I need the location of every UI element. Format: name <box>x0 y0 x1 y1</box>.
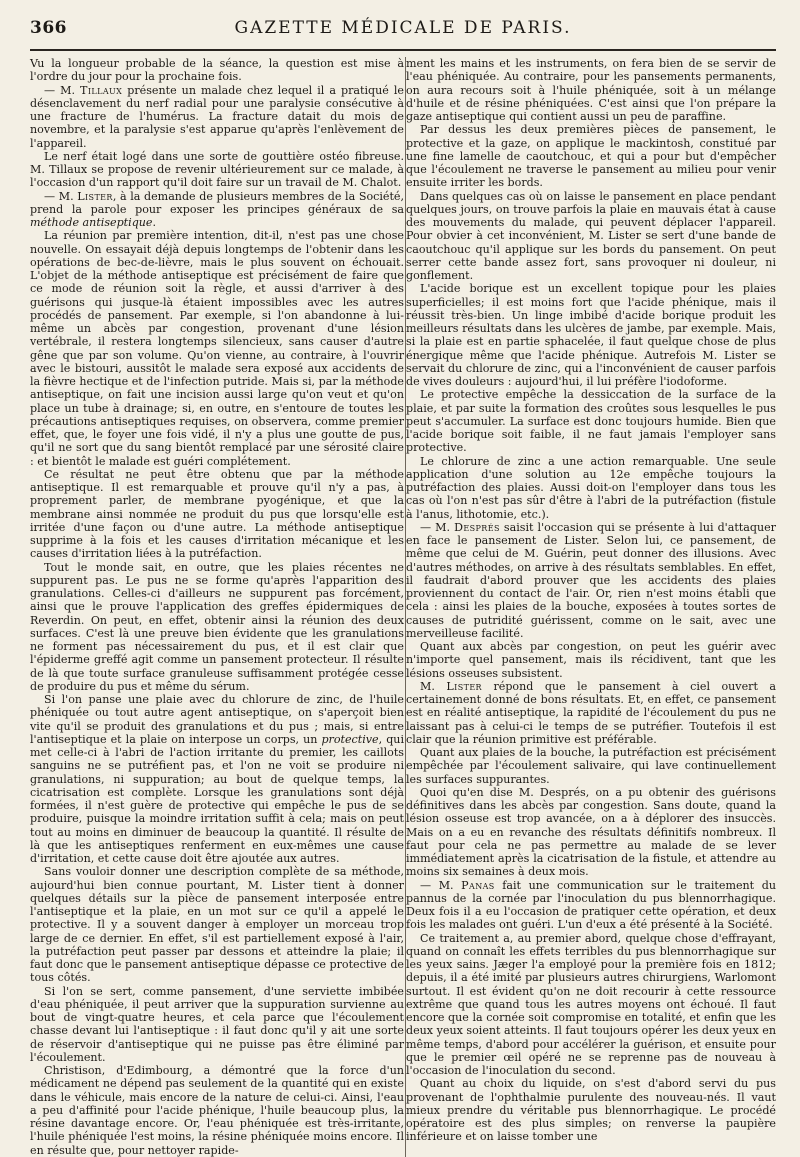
right-column <box>406 57 776 1157</box>
text-run: fait une communication sur le traitement du pannus de la cornée par l'inoculation du pus blennorrhagique. Deux fois il a eu l'occasion de pratiquer cette opération, et deux fois les malades ont guéri. L'un d'eux a été présenté à la Société. <box>406 878 776 932</box>
paragraph <box>406 388 776 454</box>
paragraph <box>406 521 776 640</box>
paragraph <box>406 932 776 1078</box>
text-run: , qui met celle-ci à l'abri de l'action irritante du premier, les caillots sanguins ne se putréfient pas, et l'on ne voit se produire ni granulations, ni suppuration; au bout de quelque temps, la cicatrisation est complète. Lorsque les granulations sont déjà formées, il n'est guère de protective qui empêche le pus de se produire, puisque la moindre irritation suffit à cela; mais on peut tout au moins en diminuer de beaucoup la quantité. Il résulte de là que les antiseptiques renferment en eux-mêmes une cause d'irritation, et cette cause doit être ajoutée aux autres. <box>30 732 404 865</box>
speaker-name: Lister <box>446 679 482 693</box>
paragraph <box>406 282 776 388</box>
text-run: Si l'on panse une plaie avec du chlorure de zinc, de l'huile phéniquée ou tout autre agent antiseptique, on s'aperçoit bien vite qu'il se produit des granulations et du pus ; mais, si entre l'antiseptique et la plaie on interpose un corps, un <box>30 693 404 746</box>
text-run: , à la demande de plusieurs membres de la Société, prend la parole pour exposer les principes généraux de sa <box>30 189 404 216</box>
text-run: saisit l'occasion qui se présente à lui d'attaquer en face le pansement de Lister. Selon lui, ce pansement, de même que celui de M. Guérin, peut donner des illusions. Avec d'autres méthodes, on arrive à des résultats semblables. En effet, il faudrait d'abord prouver que les accidents des plaies proviennent du contact de l'air. Or, rien n'est moins établi que cela : ainsi les plaies de la bouche, exposées à toutes sortes de causes de putridité guérissent, comme on le sait, avec une merveilleuse facilité. <box>406 520 776 640</box>
paragraph <box>30 693 404 865</box>
paragraph <box>406 190 776 283</box>
paragraph <box>30 57 404 84</box>
italic-term: protective <box>321 732 379 746</box>
paragraph <box>30 985 404 1065</box>
text-run: Quant aux plaies de la bouche, la putréfaction est précisément empêchée par l'écoulement salivaire, qui lave continuellement les surfaces suppurantes. <box>406 746 776 786</box>
paragraph <box>30 84 404 150</box>
text-run: Par dessus les deux premières pièces de pansement, le protective et la gaze, on applique le mackintosh, constitué par une fine lamelle de caoutchouc, et qui a pour but d'empêcher que l'écoulement ne traverse le pansement au milieu pour venir ensuite irriter les bords. <box>406 123 776 190</box>
paragraph <box>30 150 404 190</box>
speaker-name: Després <box>454 520 500 534</box>
italic-term: méthode antiseptique <box>30 216 153 229</box>
paragraph <box>406 640 776 680</box>
text-run: Si l'on se sert, comme pansement, d'une serviette imbibée d'eau phéniquée, il peut arriver que la suppuration survienne au bout de vingt-quatre heures, et cela parce que l'écoulement chasse devant lui l'antiseptique : il faut donc qu'il y ait une sorte de réservoir d'antiseptique qui ne puisse pas être éliminé par l'écoulement. <box>30 984 404 1064</box>
paragraph <box>406 680 776 746</box>
text-run: Quant au choix du liquide, on s'est d'abord servi du pus provenant de l'ophthalmie purulente des nouveau-nés. Il vaut mieux prendre du véritable pus blennorrhagique. Le procédé opératoire est des plus simples; on renverse la paupière inférieure et on laisse tomber une <box>406 1077 776 1144</box>
text-run: Ce résultat ne peut être obtenu que par la méthode antiseptique. Il est remarquable et prouve qu'il n'y a pas, à proprement parler, de membrane pyogénique, et que la membrane ainsi nommée ne produit du pus que lorsqu'elle est irritée d'une façon ou d'une autre. La méthode antiseptique supprime à la fois et les causes d'irritation mécanique et les causes d'irritation liées à la putréfaction. <box>30 467 404 561</box>
text-run: Tout le monde sait, en outre, que les plaies récentes ne suppurent pas. Le pus ne se forme qu'après l'apparition des granulations. Celles-ci d'ailleurs ne suppurent pas forcément, ainsi que le prouve l'application des greffes épidermiques de Reverdin. On peut, en effet, obtenir ainsi la réunion des deux surfaces. C'est là une preuve bien évidente que les granulations ne forment pas nécessairement du pus, et il est clair que l'épiderme greffé agit comme un pansement protecteur. Il résulte de là que toute surface granuleuse suffisamment protégée cesse de produire du pus et même du sérum. <box>30 560 404 693</box>
paragraph <box>406 746 776 786</box>
text-run: — M. <box>44 83 81 97</box>
text-run: Le chlorure de zinc a une action remarquable. Une seule application d'une solution au 12e empêche toujours la putréfaction des plaies. Aussi doit-on l'employer dans tous les cas où l'on n'est pas sûr d'être à l'abri de la putréfaction (fistule à l'anus, lithotomie, etc.). <box>406 454 776 521</box>
paragraph <box>406 786 776 879</box>
text-run: répond que le pansement à ciel ouvert a certainement donné de bons résultats. Et, en effet, ce pansement est en réalité antiseptique, la rapidité de l'écoulement du pus ne laissant pas à celui-ci le temps de se putréfier. Toutefois il est clair que la réunion primitive est préférable. <box>406 679 776 746</box>
speaker-name: Tillaux <box>80 83 123 97</box>
paragraph <box>30 1064 404 1157</box>
text-run: . <box>152 216 157 229</box>
paragraph <box>30 468 404 561</box>
text-run: — M. <box>44 189 78 203</box>
journal-title: GAZETTE MÉDICALE DE PARIS. <box>234 18 572 38</box>
text-run: Vu la longueur probable de la séance, la question est mise à l'ordre du jour pour la prochaine fois. <box>30 57 404 84</box>
text-run: Christison, d'Edimbourg, a démontré que la force d'un médicament ne dépend pas seulement de la quantité qui en existe dans le véhicule, mais encore de la nature de celui-ci. Ainsi, l'eau a peu d'affinité pour l'acide phénique, l'huile beaucoup plus, la résine davantage encore. Or, l'eau phéniquée est très-irritante, l'huile phéniquée l'est moins, la résine phéniquée moins encore. Il en résulte que, pour nettoyer rapide- <box>30 1064 404 1157</box>
text-run: Le protective empêche la dessiccation de la surface de la plaie, et par suite la formation des croûtes sous lesquelles le pus peut s'accumuler. La surface est donc toujours humide. Bien que l'acide borique soit faible, il ne faut jamais l'employer sans protective. <box>406 388 776 455</box>
text-run: La réunion par première intention, dit-il, n'est pas une chose nouvelle. On essayait déjà depuis longtemps de l'obtenir dans les opérations de bec-de-lièvre, mais le plus souvent on échouait. L'objet de la méthode antiseptique est précisément de faire que ce mode de réunion soit la règle, et aussi d'arriver à des guérisons qui jusque-là étaient impossibles avec les autres procédés de pansement. Par exemple, si l'on abandonne à lui-même un abcès par congestion, provenant d'une lésion vertébrale, il restera longtemps silencieux, sans causer d'autre gêne que par son volume. Qu'on vienne, au contraire, à l'ouvrir avec le bistouri, aussitôt le malade sera exposé aux accidents de la fièvre hectique et de l'infection putride. Mais si, par la méthode antiseptique, on fait une incision aussi large qu'on veut et qu'on place un tube à drainage; si, en outre, en s'entoure de toutes les précautions antiseptiques requises, on observera, comme premier effet, que, le foyer une fois vidé, il n'y a plus une goutte de pus, qu'il ne sort que du sang bientôt remplacé par une sérosité claire : et bientôt le malade est guéri complétement. <box>30 229 404 468</box>
left-column <box>30 57 404 1157</box>
paragraph <box>406 123 776 189</box>
page-header <box>30 18 776 51</box>
paragraph <box>406 455 776 521</box>
paragraph <box>30 229 404 468</box>
text-run: — M. <box>420 520 455 534</box>
text-columns <box>30 57 776 1157</box>
paragraph <box>30 190 404 230</box>
paragraph <box>406 57 776 123</box>
text-run: L'acide borique est un excellent topique pour les plaies superficielles; il est moins fort que l'acide phénique, mais il réussit très-bien. Un linge imbibé d'acide borique produit les meilleurs résultats dans les ulcères de jambe, par exemple. Mais, si la plaie est en partie sphacelée, il faut quelque chose de plus énergique même que l'acide phénique. Autrefois M. Lister se servait du chlorure de zinc, qui a l'inconvénient de causer parfois de vives douleurs : aujourd'hui, il lui préfère l'iodoforme. <box>406 282 776 388</box>
text-run: M. <box>420 679 447 693</box>
paragraph <box>406 879 776 932</box>
text-run: Le nerf était logé dans une sorte de gouttière ostéo fibreuse. M. Tillaux se propose de revenir ultérieurement sur ce malade, à l'occasion d'un rapport qu'il doit faire sur un travail de M. Chalot. <box>30 149 404 190</box>
text-run: Quoi qu'en dise M. Després, on a pu obtenir des guérisons définitives dans les abcès par congestion. Sans doute, quand la lésion osseuse est trop avancée, on a à déplorer des insuccès. Mais on a eu en revanche des résultats définitifs nombreux. Il faut pour cela ne pas permettre au malade de se lever immédiatement après la cicatrisation de la fistule, et attendre au moins six semaines à deux mois. <box>406 785 776 879</box>
text-run: Quant aux abcès par congestion, on peut les guérir avec n'importe quel pansement, mais ils récidivent, tant que les lésions osseuses subsistent. <box>406 640 776 680</box>
paragraph <box>30 865 404 984</box>
text-run: présente un malade chez lequel il a pratiqué le désenclavement du nerf radial pour une paralysie consécutive à une fracture de l'humérus. La fracture datait du mois de novembre, et la paralysie s'est apparue qu'après l'enlèvement de l'appareil. <box>30 83 404 150</box>
text-run: Ce traitement a, au premier abord, quelque chose d'effrayant, quand on connaît les effets terribles du pus blennorrhagique sur les yeux sains. Jæger l'a employé pour la première fois en 1812; depuis, il a été imité par plusieurs autres chirurgiens, Warlomont surtout. Il est évident qu'on ne doit recourir à cette ressource extrême que quand tous les autres moyens ont échoué. Il faut encore que la cornée soit compromise en totalité, et enfin que les deux yeux soient atteints. Il faut toujours opérer les deux yeux en même temps, d'abord pour accélérer la guérison, et ensuite pour que le premier œil opéré ne se reprenne pas de nouveau à l'occasion de l'inoculation du second. <box>406 931 776 1077</box>
paragraph <box>406 1077 776 1143</box>
text-run: — M. <box>420 878 462 892</box>
text-run: Dans quelques cas où on laisse le pansement en place pendant quelques jours, on trouve parfois la plaie en mauvais état à cause des mouvements du malade, qui peuvent déplacer l'appareil. Pour obvier à cet inconvénient, M. Lister se sert d'une bande de caoutchouc qu'il applique sur les bords du pansement. On peut serrer cette bande assez fort, sans provoquer ni douleur, ni gonflement. <box>406 189 776 282</box>
speaker-name: Panas <box>461 878 495 892</box>
speaker-name: Lister <box>77 189 113 203</box>
text-run: Sans vouloir donner une description complète de sa méthode, aujourd'hui bien connue pourtant, M. Lister tient à donner quelques détails sur la pièce de pansement interposée entre l'antiseptique et la plaie, en un mot sur ce qu'il a appelé le protective. Il y a souvent danger à employer un morceau trop large de ce dernier. En effet, s'il est partiellement exposé à l'air, la putréfaction peut passer par dessons et atteindre la plaie; il faut donc que le pansement antiseptique dépasse ce protective de tous côtés. <box>30 865 404 985</box>
page-number: 366 <box>30 18 67 38</box>
text-run: ment les mains et les instruments, on fera bien de se servir de l'eau phéniquée. Au contraire, pour les pansements permanents, on aura recours soit à l'huile phéniquée, soit à un mélange d'huile et de résine phéniquées. C'est ainsi que l'on prépare la gaze antiseptique qui contient aussi un peu de paraffine. <box>406 57 776 123</box>
paragraph <box>30 561 404 694</box>
